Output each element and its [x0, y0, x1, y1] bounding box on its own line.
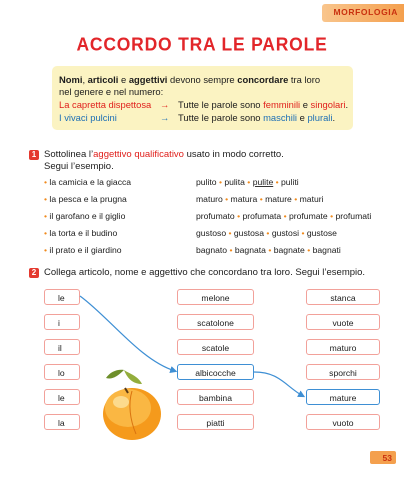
rule-word-aggettivi: aggettivi	[128, 74, 168, 85]
separator-dot-icon: •	[294, 194, 298, 204]
separator-dot-icon: •	[228, 228, 232, 238]
rule-sep: e	[118, 74, 129, 85]
page-title: ACCORDO TRA LE PAROLE	[76, 33, 328, 55]
rule-word-articoli: articoli	[87, 74, 119, 85]
article-box[interactable]: il	[44, 339, 80, 355]
article-box[interactable]: lo	[44, 364, 80, 380]
separator-dot-icon: •	[301, 228, 305, 238]
adjective-option[interactable]: bagnato	[196, 245, 228, 255]
rule-text: Tutte le parole sono	[178, 99, 264, 110]
rule-text: e	[300, 99, 311, 110]
article-box[interactable]: i	[44, 314, 80, 330]
adjective-box[interactable]: maturo	[306, 339, 380, 355]
bullet-icon: •	[44, 194, 48, 204]
noun-box[interactable]: albicocche	[177, 364, 254, 380]
phrase-text: il garofano e il giglio	[49, 211, 126, 221]
adjective-option[interactable]: maturi	[299, 194, 324, 204]
apricot-icon	[103, 370, 161, 440]
separator-dot-icon: •	[275, 177, 279, 187]
separator-dot-icon: •	[330, 211, 334, 221]
rule-gender: femminili	[263, 99, 301, 110]
bullet-icon: •	[44, 211, 48, 221]
rule-word-concordare: concordare	[237, 74, 289, 85]
adjective-option[interactable]: maturo	[196, 194, 223, 204]
adjective-option[interactable]: matura	[230, 194, 258, 204]
phrase-text: il prato e il giardino	[49, 245, 122, 255]
adjective-option[interactable]: mature	[265, 194, 292, 204]
adjective-option[interactable]: profumato	[196, 211, 235, 221]
noun-box[interactable]: scatolone	[177, 314, 254, 330]
rule-example-1-phrase: La capretta dispettosa	[59, 99, 152, 110]
adjective-box[interactable]: stanca	[306, 289, 380, 305]
exercise-2-number: 2	[29, 268, 39, 278]
separator-dot-icon: •	[247, 177, 251, 187]
rule-word-nomi: Nomi	[59, 74, 83, 85]
phrase-text: la torta e il budino	[49, 228, 118, 238]
separator-dot-icon: •	[218, 177, 222, 187]
rule-text: .	[345, 99, 349, 110]
adjective-box[interactable]: mature	[306, 389, 380, 405]
adjective-option[interactable]: bagnata	[234, 245, 266, 255]
connector-arrow-2	[254, 372, 303, 396]
separator-dot-icon: •	[259, 194, 263, 204]
rule-text: Tutte le parole sono	[178, 112, 264, 123]
instruction-text: usato in modo corretto.	[183, 149, 284, 160]
adjective-option[interactable]: profumati	[335, 211, 372, 221]
connector-arrow-1	[80, 296, 175, 371]
rule-text: devono sempre	[167, 74, 238, 85]
rule-gender: maschili	[263, 112, 297, 123]
adjective-option[interactable]: profumata	[242, 211, 282, 221]
exercise-1-number: 1	[29, 150, 39, 160]
adjective-option[interactable]: pulite	[252, 177, 274, 187]
phrase-text: la camicia e la giacca	[49, 177, 132, 187]
arrow-icon: →	[160, 99, 170, 110]
page-number: 53	[382, 453, 392, 463]
adjective-box[interactable]: vuote	[306, 314, 380, 330]
noun-box[interactable]: melone	[177, 289, 254, 305]
noun-box[interactable]: piatti	[177, 414, 254, 430]
adjective-option[interactable]: pulita	[224, 177, 245, 187]
adjective-option[interactable]: profumate	[289, 211, 328, 221]
bullet-icon: •	[44, 177, 48, 187]
article-box[interactable]: la	[44, 414, 80, 430]
separator-dot-icon: •	[266, 228, 270, 238]
separator-dot-icon: •	[283, 211, 287, 221]
instruction-highlight: aggettivo qualificativo	[93, 149, 184, 160]
rule-example-2-phrase: I vivaci pulcini	[59, 112, 117, 123]
rule-number: plurali	[307, 112, 333, 123]
adjective-box[interactable]: sporchi	[306, 364, 380, 380]
adjective-box[interactable]: vuoto	[306, 414, 380, 430]
arrow-icon: →	[160, 112, 170, 123]
adjective-option[interactable]: bagnate	[273, 245, 305, 255]
separator-dot-icon: •	[307, 245, 311, 255]
rule-line-2: nel genere e nel numero:	[59, 86, 164, 97]
article-box[interactable]: le	[44, 289, 80, 305]
adjective-option[interactable]: pulito	[196, 177, 217, 187]
article-box[interactable]: le	[44, 389, 80, 405]
phrase-text: la pesca e la prugna	[49, 194, 127, 204]
separator-dot-icon: •	[237, 211, 241, 221]
exercise-1-example-note: Segui l’esempio.	[44, 161, 114, 172]
noun-box[interactable]: bambina	[177, 389, 254, 405]
bullet-icon: •	[44, 228, 48, 238]
rule-number: singolari	[310, 99, 346, 110]
adjective-option[interactable]: gustosa	[233, 228, 265, 238]
separator-dot-icon: •	[225, 194, 229, 204]
adjective-option[interactable]: puliti	[281, 177, 299, 187]
adjective-option[interactable]: gustose	[306, 228, 337, 238]
separator-dot-icon: •	[268, 245, 272, 255]
separator-dot-icon: •	[229, 245, 233, 255]
exercise-2-instruction: Collega articolo, nome e aggettivo che concordano tra loro. Segui l’esempio.	[44, 267, 366, 278]
rule-text: .	[332, 112, 336, 123]
rule-text: e	[297, 112, 308, 123]
bullet-icon: •	[44, 245, 48, 255]
instruction-text: Sottolinea l’	[44, 149, 94, 160]
rule-sep: ,	[82, 74, 88, 85]
noun-box[interactable]: scatole	[177, 339, 254, 355]
adjective-option[interactable]: bagnati	[312, 245, 341, 255]
adjective-option[interactable]: gustosi	[271, 228, 300, 238]
section-label: MORFOLOGIA	[333, 7, 398, 17]
adjective-option[interactable]: gustoso	[196, 228, 227, 238]
rule-text: tra loro	[288, 74, 321, 85]
